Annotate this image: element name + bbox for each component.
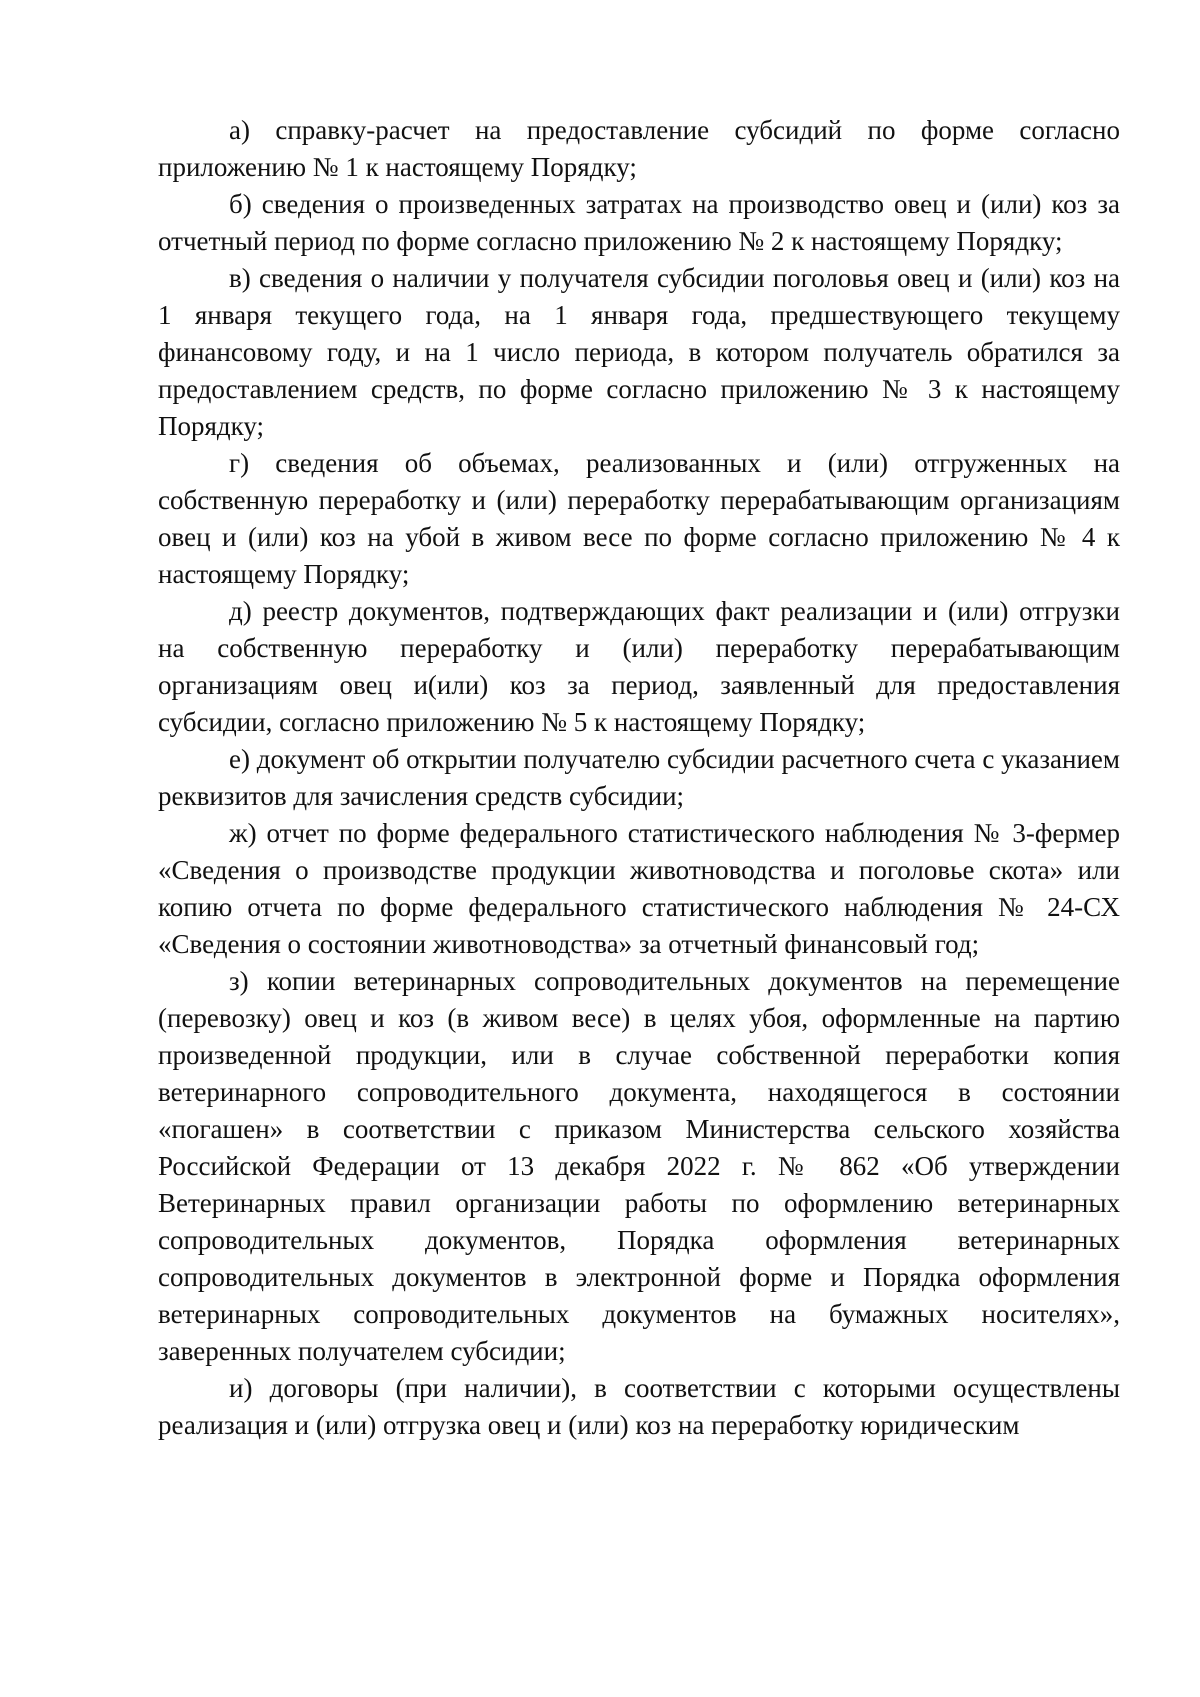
document-page xyxy=(158,112,1120,1444)
paragraph-item-z: з) копии ветеринарных сопроводительных документов на перемещение (перевозку) овец и коз (в живом весе) в целях убоя, оформленные на партию произведенной продукции, или в случае собственной переработки копия ветеринарного сопроводительного документа, находящегося в состоянии «погашен» в соответствии с приказом Министерства сельского хозяйства Российской Федерации от 13 декабря 2022 г. № 862 «Об утверждении Ветеринарных правил организации работы по оформлению ветеринарных сопроводительных документов, Порядка оформления ветеринарных сопроводительных документов в электронной форме и Порядка оформления ветеринарных сопроводительных документов на бумажных носителях», заверенных получателем субсидии; xyxy=(158,966,1120,1366)
paragraph-item-i: и) договоры (при наличии), в соответствии с которыми осуществлены реализация и (или) отгрузка овец и (или) коз на переработку юридическим xyxy=(158,1373,1120,1440)
paragraph-item-v: в) сведения о наличии у получателя субсидии поголовья овец и (или) коз на 1 января текущего года, на 1 января года, предшествующего текущему финансовому году, и на 1 число периода, в котором получатель обратился за предоставлением средств, по форме согласно приложению № 3 к настоящему Порядку; xyxy=(158,263,1120,441)
paragraph-item-e: е) документ об открытии получателю субсидии расчетного счета с указанием реквизитов для зачисления средств субсидии; xyxy=(158,744,1120,811)
paragraph-item-d: д) реестр документов, подтверждающих факт реализации и (или) отгрузки на собственную переработку и (или) переработку перерабатывающим организациям овец и(или) коз за период, заявленный для предоставления субсидии, согласно приложению № 5 к настоящему Порядку; xyxy=(158,596,1120,737)
paragraph-item-g: г) сведения об объемах, реализованных и (или) отгруженных на собственную переработку и (или) переработку перерабатывающим организациям овец и (или) коз на убой в живом весе по форме согласно приложению № 4 к настоящему Порядку; xyxy=(158,448,1120,589)
paragraph-item-a: а) справку-расчет на предоставление субсидий по форме согласно приложению № 1 к настоящему Порядку; xyxy=(158,115,1120,182)
paragraph-item-b: б) сведения о произведенных затратах на производство овец и (или) коз за отчетный период по форме согласно приложению № 2 к настоящему Порядку; xyxy=(158,189,1120,256)
paragraph-item-zh: ж) отчет по форме федерального статистического наблюдения № 3-фермер «Сведения о производстве продукции животноводства и поголовье скота» или копию отчета по форме федерального статистического наблюдения № 24-СХ «Сведения о состоянии животноводства» за отчетный финансовый год; xyxy=(158,818,1120,959)
